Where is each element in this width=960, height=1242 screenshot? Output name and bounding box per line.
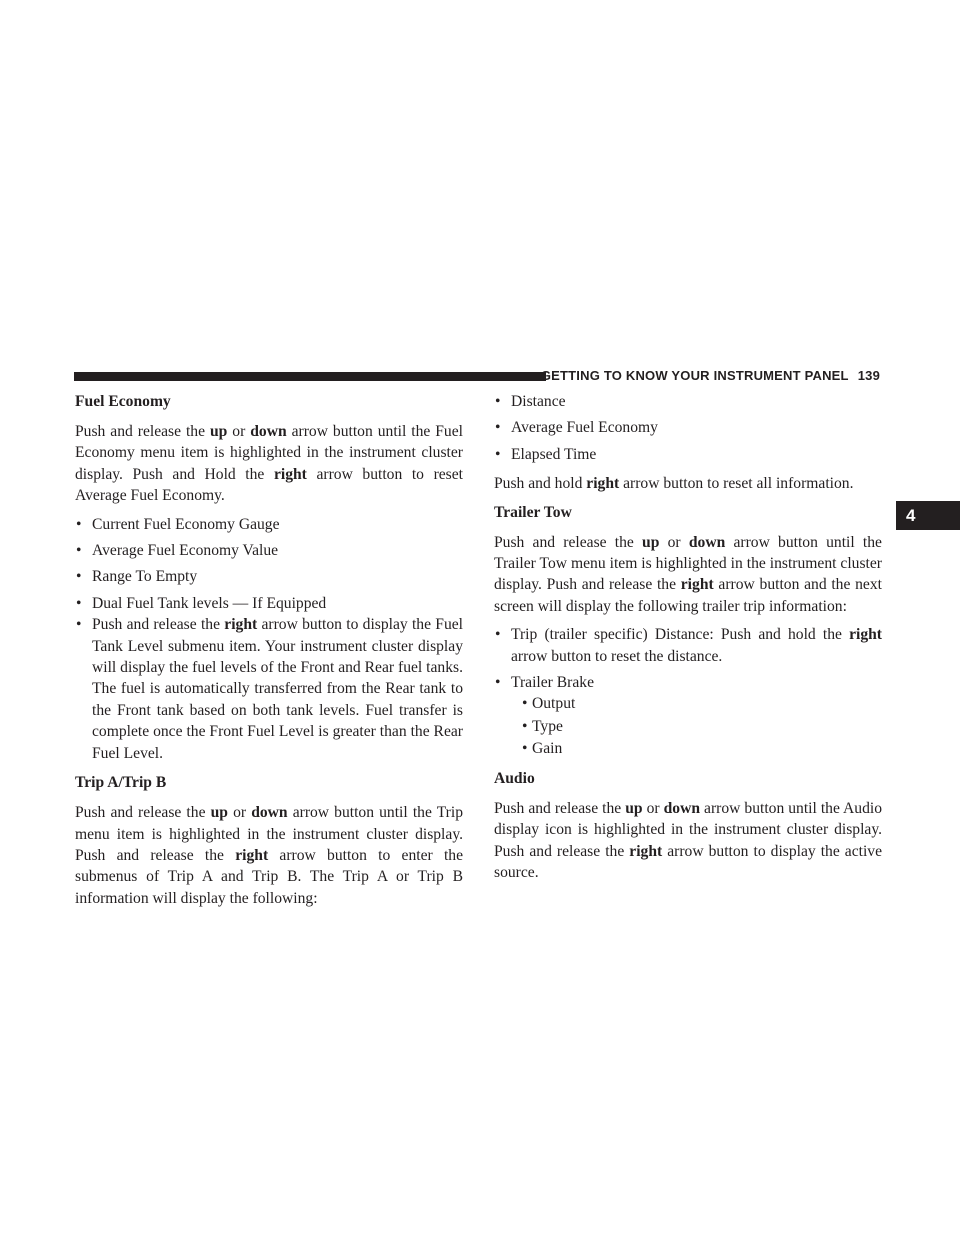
right-column <box>494 391 882 890</box>
text-run: Trailer Brake <box>511 674 595 692</box>
list-item <box>75 614 463 764</box>
text-run: or <box>232 423 246 440</box>
chapter-tab[interactable] <box>896 501 960 530</box>
fuel-economy-list <box>75 514 463 764</box>
text-run: arrow button until the Trailer Tow menu item is highlighted in the instrument cluster display. Push and release the <box>494 533 882 594</box>
keyword-down: down <box>688 533 726 551</box>
audio-paragraph <box>494 798 882 884</box>
list-item: • Dual Fuel Tank levels — If Equipped <box>75 593 463 614</box>
fuel-economy-paragraph <box>75 421 463 507</box>
trip-heading: Trip A/Trip B <box>75 774 167 792</box>
text-run: arrow button to display the Fuel Tank Level submenu item. Your instrument cluster display will display the fuel levels of the Front and Rear fuel tanks. The fuel is automatically transferred from the Rear tank to the Front tank based on both tank levels. Fuel transfer is complete once the Front Fuel Level is greater than the Rear Fuel Level. <box>92 616 464 762</box>
list-item <box>494 624 882 667</box>
keyword-up: up <box>625 799 643 817</box>
text-run: arrow button and the next screen will display the following trailer trip information: <box>494 576 882 615</box>
running-header <box>541 368 880 384</box>
text-run: or <box>667 533 681 551</box>
text-run: Push and release the <box>92 616 220 634</box>
trailer-tow-list <box>494 624 882 759</box>
sub-list-item: • Output <box>522 693 882 714</box>
keyword-down: down <box>251 804 288 822</box>
keyword-down: down <box>663 799 701 817</box>
fuel-economy-heading: Fuel Economy <box>75 393 171 410</box>
list-item: • Average Fuel Economy Value <box>75 540 463 561</box>
text-run: arrow button until the Fuel Economy menu item is highlighted in the instrument cluster display. Push and Hold the <box>75 423 463 483</box>
list-item: • Distance <box>494 391 882 412</box>
text-run: arrow button to reset Average Fuel Economy. <box>75 465 463 505</box>
sub-list-item: • Gain <box>522 738 882 759</box>
list-item: • Average Fuel Economy <box>494 417 882 438</box>
list-item: • Current Fuel Economy Gauge <box>75 514 463 535</box>
text-run: arrow button to enter the submenus of Trip A and Trip B. The Trip A or Trip B information will display the following: <box>75 846 463 907</box>
trailer-tow-heading: Trailer Tow <box>494 503 572 521</box>
list-item <box>494 672 882 760</box>
text-run: arrow button to display the active source. <box>494 842 883 881</box>
sub-list-item: • Type <box>522 716 882 737</box>
text-run: or <box>646 799 660 817</box>
trip-paragraph <box>75 802 463 909</box>
keyword-right: right <box>680 576 714 594</box>
header-title: GETTING TO KNOW YOUR INSTRUMENT PANEL <box>540 368 849 383</box>
keyword-right: right <box>273 465 307 483</box>
text-run: Push and release the <box>75 423 206 440</box>
list-item: • Elapsed Time <box>494 444 882 465</box>
keyword-right: right <box>224 616 258 634</box>
text-run: Trip (trailer specific) Distance: Push and hold the <box>511 626 842 644</box>
text-run: arrow button until the Trip menu item is highlighted in the instrument cluster display. Push and release the <box>75 804 463 864</box>
text-run: Push and release the <box>75 804 206 822</box>
text-run: Push and release the <box>494 533 634 551</box>
keyword-right: right <box>586 475 620 493</box>
keyword-up: up <box>209 423 228 440</box>
keyword-up: up <box>210 804 228 822</box>
audio-heading: Audio <box>494 769 535 787</box>
chapter-number: 4 <box>906 505 916 525</box>
text-run: arrow button to reset the distance. <box>511 647 723 665</box>
text-run: Push and release the <box>494 799 622 817</box>
keyword-right: right <box>629 842 663 860</box>
trailer-brake-sublist <box>511 693 882 759</box>
trailer-tow-paragraph <box>494 532 882 618</box>
keyword-down: down <box>250 423 287 440</box>
keyword-up: up <box>642 533 660 551</box>
text-run: arrow button until the Audio display icon is highlighted in the instrument cluster display. Push and release the <box>494 799 883 860</box>
header-rule <box>74 372 546 381</box>
text-run: or <box>233 804 247 822</box>
text-run: Push and hold <box>494 475 583 493</box>
keyword-right: right <box>849 626 882 644</box>
trip-list <box>494 391 882 465</box>
list-item: • Range To Empty <box>75 566 463 587</box>
left-column <box>75 391 463 916</box>
keyword-right: right <box>235 846 269 864</box>
trip-reset-paragraph <box>494 473 882 494</box>
page-number: 139 <box>857 368 880 383</box>
text-run: arrow button to reset all information. <box>623 475 854 493</box>
